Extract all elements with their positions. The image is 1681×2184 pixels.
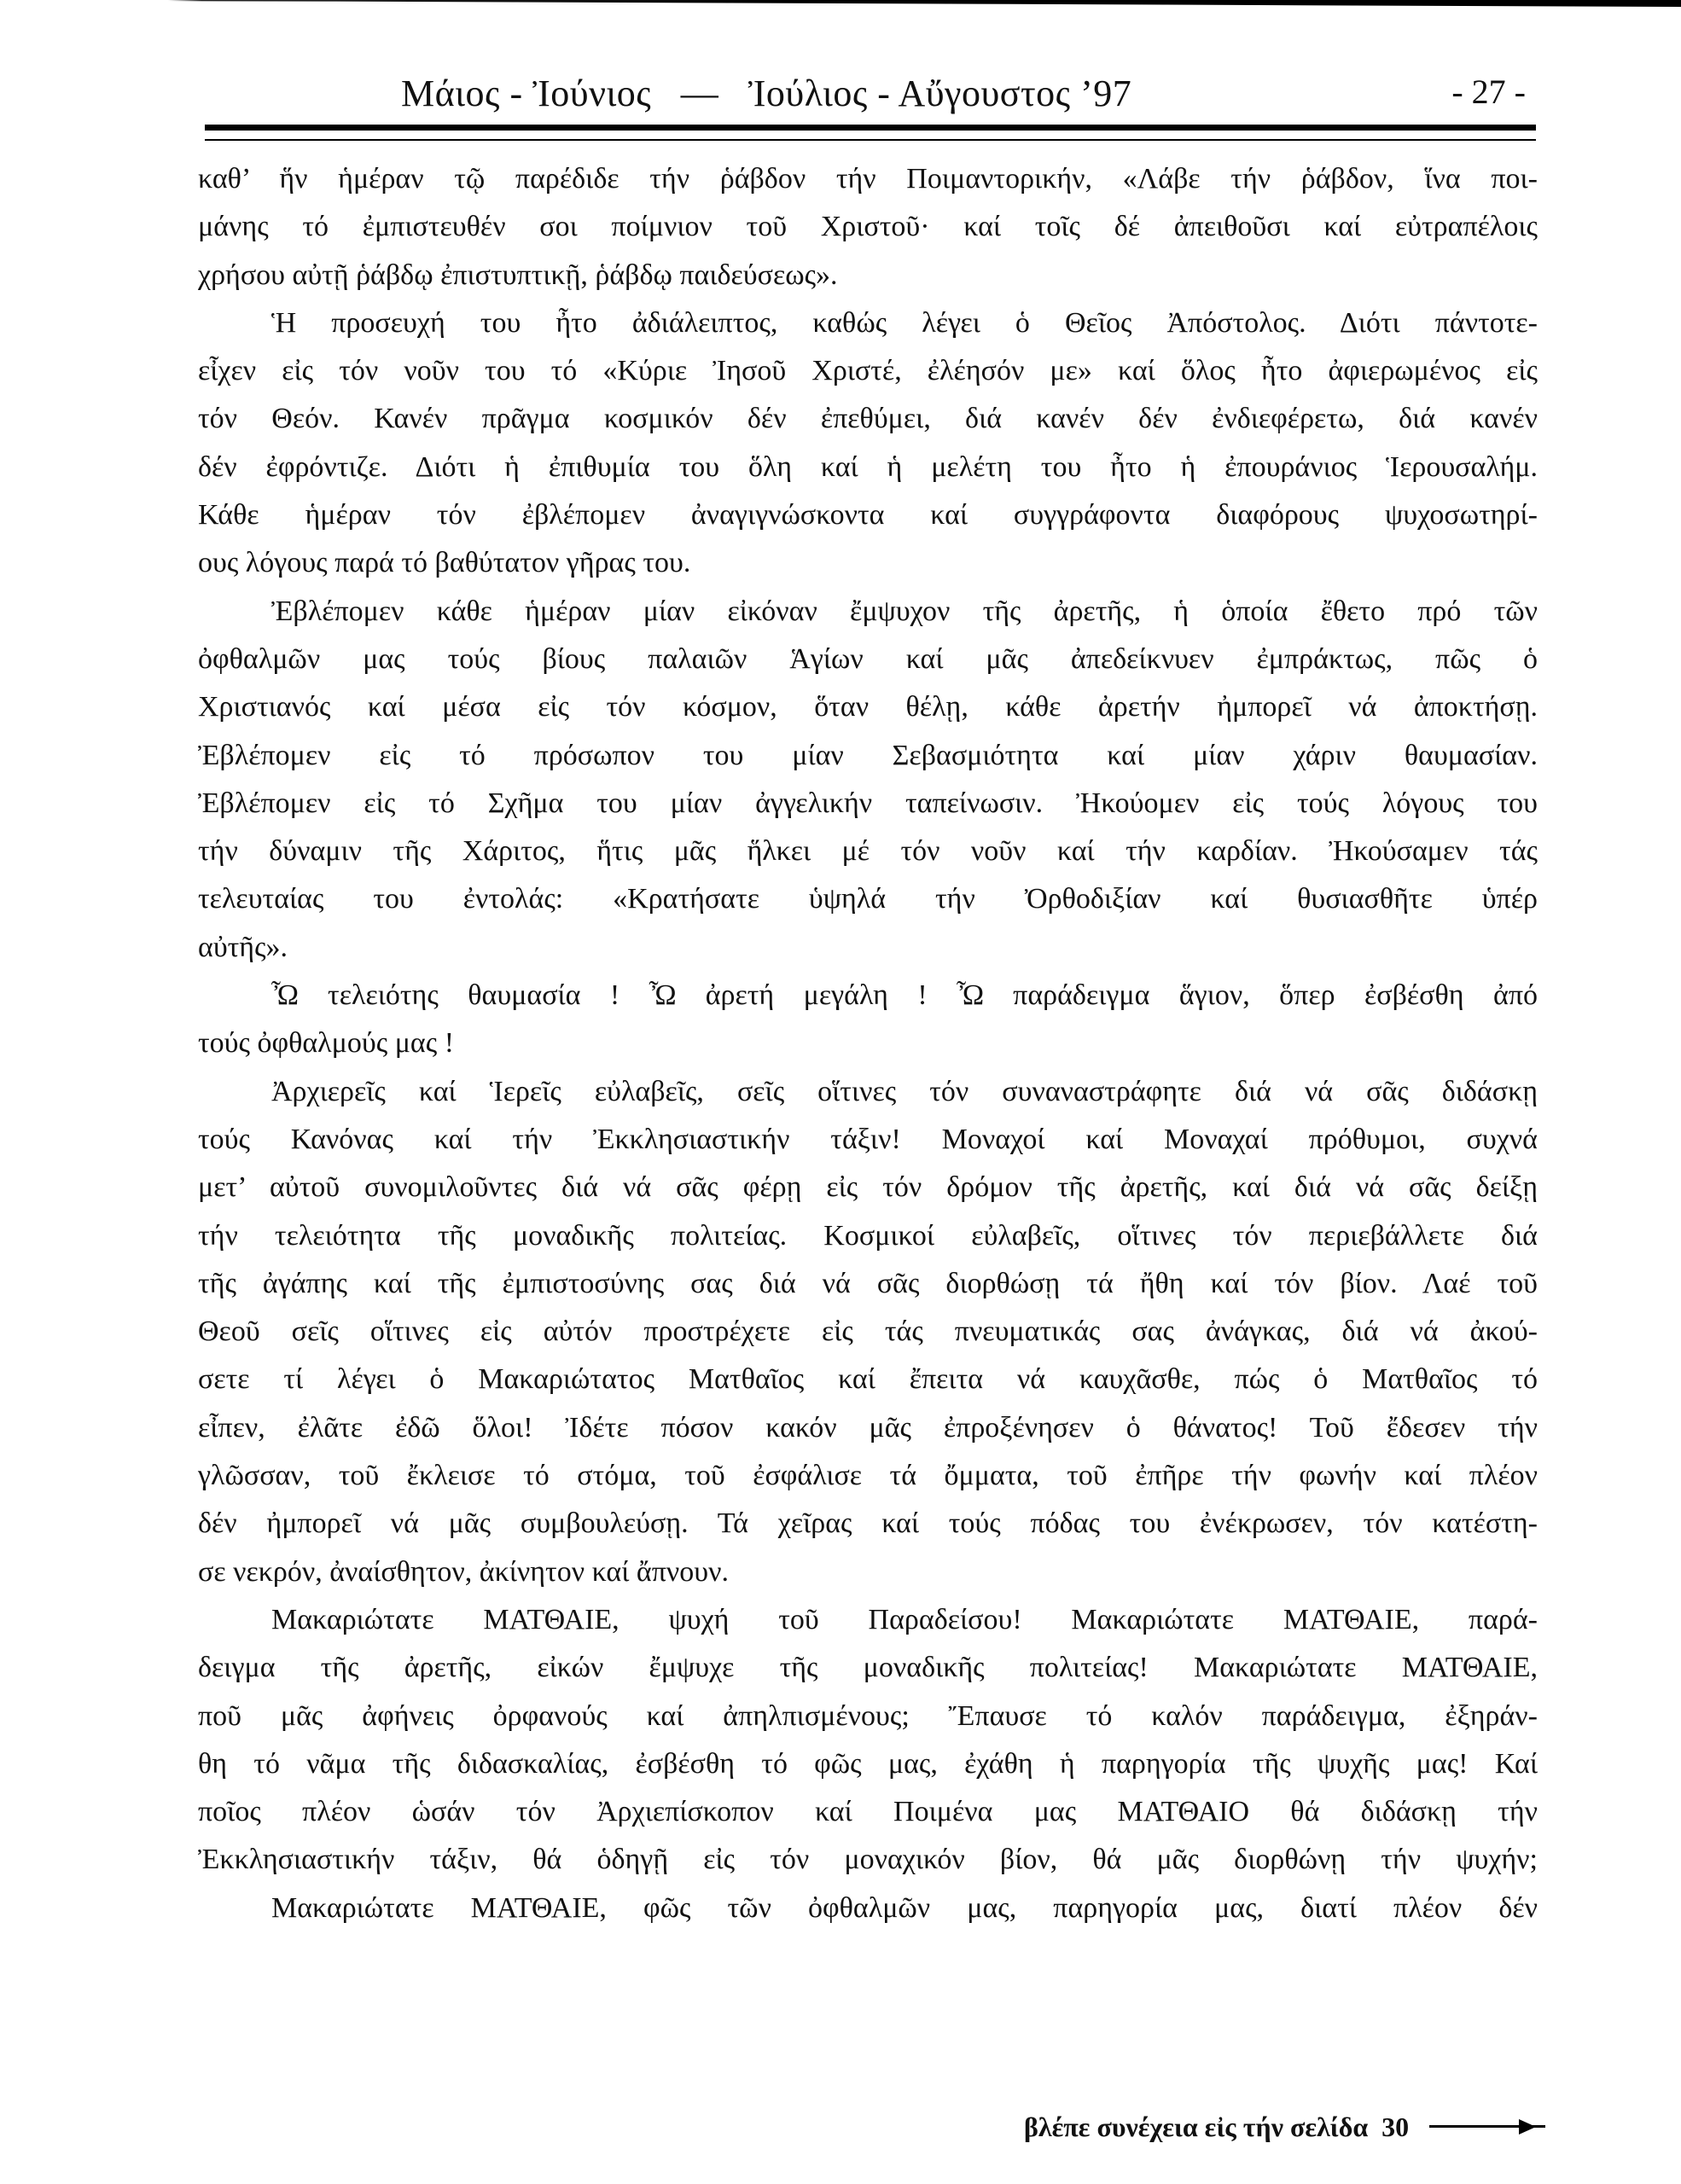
text-line: Ἐκκλησιαστικήν τάξιν, θά ὁδηγῇ εἰς τόν μοναχικόν βίον, θά μᾶς διορθώνῃ τήν ψυχήν; xyxy=(198,1844,1538,1876)
text-line: μετ’ αὐτοῦ συνομιλοῦντες διά νά σᾶς φέρῃ εἰς τόν δρόμον τῆς ἀρετῆς, καί διά νά σᾶς δείξῃ xyxy=(198,1171,1538,1204)
continuation-note xyxy=(1024,2106,1536,2148)
text-line: ποῖος πλέον ὡσάν τόν Ἀρχιεπίσκοπον καί Ποιμένα μας ΜΑΤΘΑΙΟ θά διδάσκῃ τήν xyxy=(198,1796,1538,1828)
text-line: Ὦ τελειότης θαυμασία ! Ὦ ἀρετή μεγάλη ! Ὦ παράδειγμα ἅγιον, ὅπερ ἐσβέσθη ἀπό xyxy=(271,979,1538,1012)
text-line: Ἡ προσευχή του ἦτο ἀδιάλειπτος, καθώς λέγει ὁ Θεῖος Ἀπόστολος. Διότι πάντοτε- xyxy=(271,306,1538,339)
text-line: σετε τί λέγει ὁ Μακαριώτατος Ματθαῖος καί ἔπειτα νά καυχᾶσθε, πώς ὁ Ματθαῖος τό xyxy=(198,1363,1538,1396)
page-number: - 27 - xyxy=(1451,73,1526,111)
text-line: τελευταίας του ἐντολάς: «Κρατήσατε ὑψηλά τήν Ὀρθοδιξίαν καί θυσιασθῆτε ὑπέρ xyxy=(198,883,1538,915)
text-line: ποῦ μᾶς ἀφήνεις ὀρφανούς καί ἀπηλπισμένους; Ἔπαυσε τό καλόν παράδειγμα, ἐξηράν- xyxy=(198,1699,1538,1732)
text-line: Χριστιανός καί μέσα εἰς τόν κόσμον, ὅταν θέλῃ, κάθε ἀρετήν ἠμπορεῖ νά ἀποκτήσῃ. xyxy=(198,691,1538,723)
text-line: Μακαριώτατε ΜΑΤΘΑΙΕ, ψυχή τοῦ Παραδείσου! Μακαριώτατε ΜΑΤΘΑΙΕ, παρά- xyxy=(271,1603,1538,1635)
issue-title: Μάιος - Ἰούνιος — Ἰούλιος - Αὔγουστος ’97 xyxy=(401,73,1132,114)
scan-edge-artifact xyxy=(0,0,1681,7)
text-line: δειγμα τῆς ἀρετῆς, εἰκών ἔμψυχε τῆς μοναδικῆς πολιτείας! Μακαριώτατε ΜΑΤΘΑΙΕ, xyxy=(198,1652,1538,1684)
text-line: αὐτῆς». xyxy=(198,931,288,963)
text-line: ὀφθαλμῶν μας τούς βίους παλαιῶν Ἁγίων καί μᾶς ἀπεδείκνυεν ἐμπράκτως, πῶς ὁ xyxy=(198,642,1538,675)
text-line: Ἐβλέπομεν κάθε ἡμέραν μίαν εἰκόναν ἔμψυχον τῆς ἀρετῆς, ἡ ὁποία ἔθετο πρό τῶν xyxy=(271,595,1538,627)
right-arrow-icon xyxy=(1429,2118,1536,2135)
text-line: καθ’ ἥν ἡμέραν τῷ παρέδιδε τήν ῥάβδον τήν Ποιμαντορικήν, «Λάβε τήν ῥάβδον, ἵνα ποι- xyxy=(198,163,1538,195)
text-line: Ἐβλέπομεν εἰς τό Σχῆμα του μίαν ἀγγελικήν ταπείνωσιν. Ἠκούομεν εἰς τούς λόγους του xyxy=(198,787,1538,819)
text-line: εἶπεν, ἐλᾶτε ἐδῶ ὅλοι! Ἰδέτε πόσον κακόν μᾶς ἐπροξένησεν ὁ θάνατος! Τοῦ ἔδεσεν τήν xyxy=(198,1411,1538,1443)
text-line: τούς Κανόνας καί τήν Ἐκκλησιαστικήν τάξιν! Μοναχοί καί Μοναχαί πρόθυμοι, συχνά xyxy=(198,1123,1538,1155)
text-line: τούς ὀφθαλμούς μας ! xyxy=(198,1027,455,1060)
text-line: σε νεκρόν, ἀναίσθητον, ἀκίνητον καί ἄπνουν. xyxy=(198,1555,729,1588)
text-line: δέν ἐφρόντιζε. Διότι ἡ ἐπιθυμία του ὅλη καί ἡ μελέτη του ἦτο ἡ ἐπουράνιος Ἱερουσαλήμ. xyxy=(198,450,1538,483)
text-line: τήν τελειότητα τῆς μοναδικῆς πολιτείας. Κοσμικοί εὐλαβεῖς, οἵτινες τόν περιεβάλλετε διά xyxy=(198,1219,1538,1252)
text-line: εἶχεν εἰς τόν νοῦν του τό «Κύριε Ἰησοῦ Χριστέ, ἐλέησόν με» καί ὅλος ἦτο ἀφιερωμένος εἰς xyxy=(198,355,1538,387)
text-line: ους λόγους παρά τό βαθύτατον γῆρας του. xyxy=(198,547,691,579)
header-rule-thick xyxy=(205,125,1536,131)
text-line: τῆς ἀγάπης καί τῆς ἐμπιστοσύνης σας διά νά σᾶς διορθώσῃ τά ἤθη καί τόν βίον. Λαέ τοῦ xyxy=(198,1267,1538,1299)
text-line: Μακαριώτατε ΜΑΤΘΑΙΕ, φῶς τῶν ὀφθαλμῶν μας, παρηγορία μας, διατί πλέον δέν xyxy=(271,1891,1538,1924)
text-line: δέν ἠμπορεῖ νά μᾶς συμβουλεύσῃ. Τά χεῖρας καί τούς πόδας του ἐνέκρωσεν, τόν κατέστη- xyxy=(198,1507,1538,1540)
text-line: θη τό νᾶμα τῆς διδασκαλίας, ἐσβέσθη τό φῶς μας, ἐχάθη ἡ παρηγορία τῆς ψυχῆς μας! Καί xyxy=(198,1747,1538,1780)
text-line: Ἐβλέπομεν εἰς τό πρόσωπον του μίαν Σεβασμιότητα καί μίαν χάριν θαυμασίαν. xyxy=(198,739,1538,771)
continuation-text: βλέπε συνέχεια εἰς τήν σελίδα 30 xyxy=(1024,2111,1410,2142)
text-line: τόν Θεόν. Κανέν πρᾶγμα κοσμικόν δέν ἐπεθύμει, διά κανέν δέν ἐνδιεφέρετω, διά κανέν xyxy=(198,403,1538,435)
text-line: Ἀρχιερεῖς καί Ἱερεῖς εὐλαβεῖς, σεῖς οἵτινες τόν συναναστράφητε διά νά σᾶς διδάσκῃ xyxy=(271,1075,1538,1107)
article-body xyxy=(198,155,1538,1932)
text-line: μάνης τό ἐμπιστευθέν σοι ποίμνιον τοῦ Χριστοῦ· καί τοῖς δέ ἀπειθοῦσι καί εὐτραπέλοις xyxy=(198,211,1538,243)
text-line: τήν δύναμιν τῆς Χάριτος, ἥτις μᾶς ἥλκει μέ τόν νοῦν καί τήν καρδίαν. Ἠκούσαμεν τάς xyxy=(198,835,1538,868)
text-line: Θεοῦ σεῖς οἵτινες εἰς αὐτόν προστρέχετε εἰς τάς πνευματικάς σας ἀνάγκας, διά νά ἀκού- xyxy=(198,1316,1538,1348)
page-header xyxy=(205,72,1536,123)
text-line: χρήσου αὐτῇ ῥάβδῳ ἐπιστυπτικῇ, ῥάβδῳ παιδεύσεως». xyxy=(198,258,838,291)
text-line: Κάθε ἡμέραν τόν ἐβλέπομεν ἀναγιγνώσκοντα καί συγγράφοντα διαφόρους ψυχοσωτηρί- xyxy=(198,499,1538,531)
arrow-head xyxy=(1519,2119,1536,2135)
text-line: γλῶσσαν, τοῦ ἔκλεισε τό στόμα, τοῦ ἐσφάλισε τά ὄμματα, τοῦ ἐπῆρε τήν φωνήν καί πλέον xyxy=(198,1460,1538,1492)
header-rule-thin xyxy=(205,139,1536,141)
